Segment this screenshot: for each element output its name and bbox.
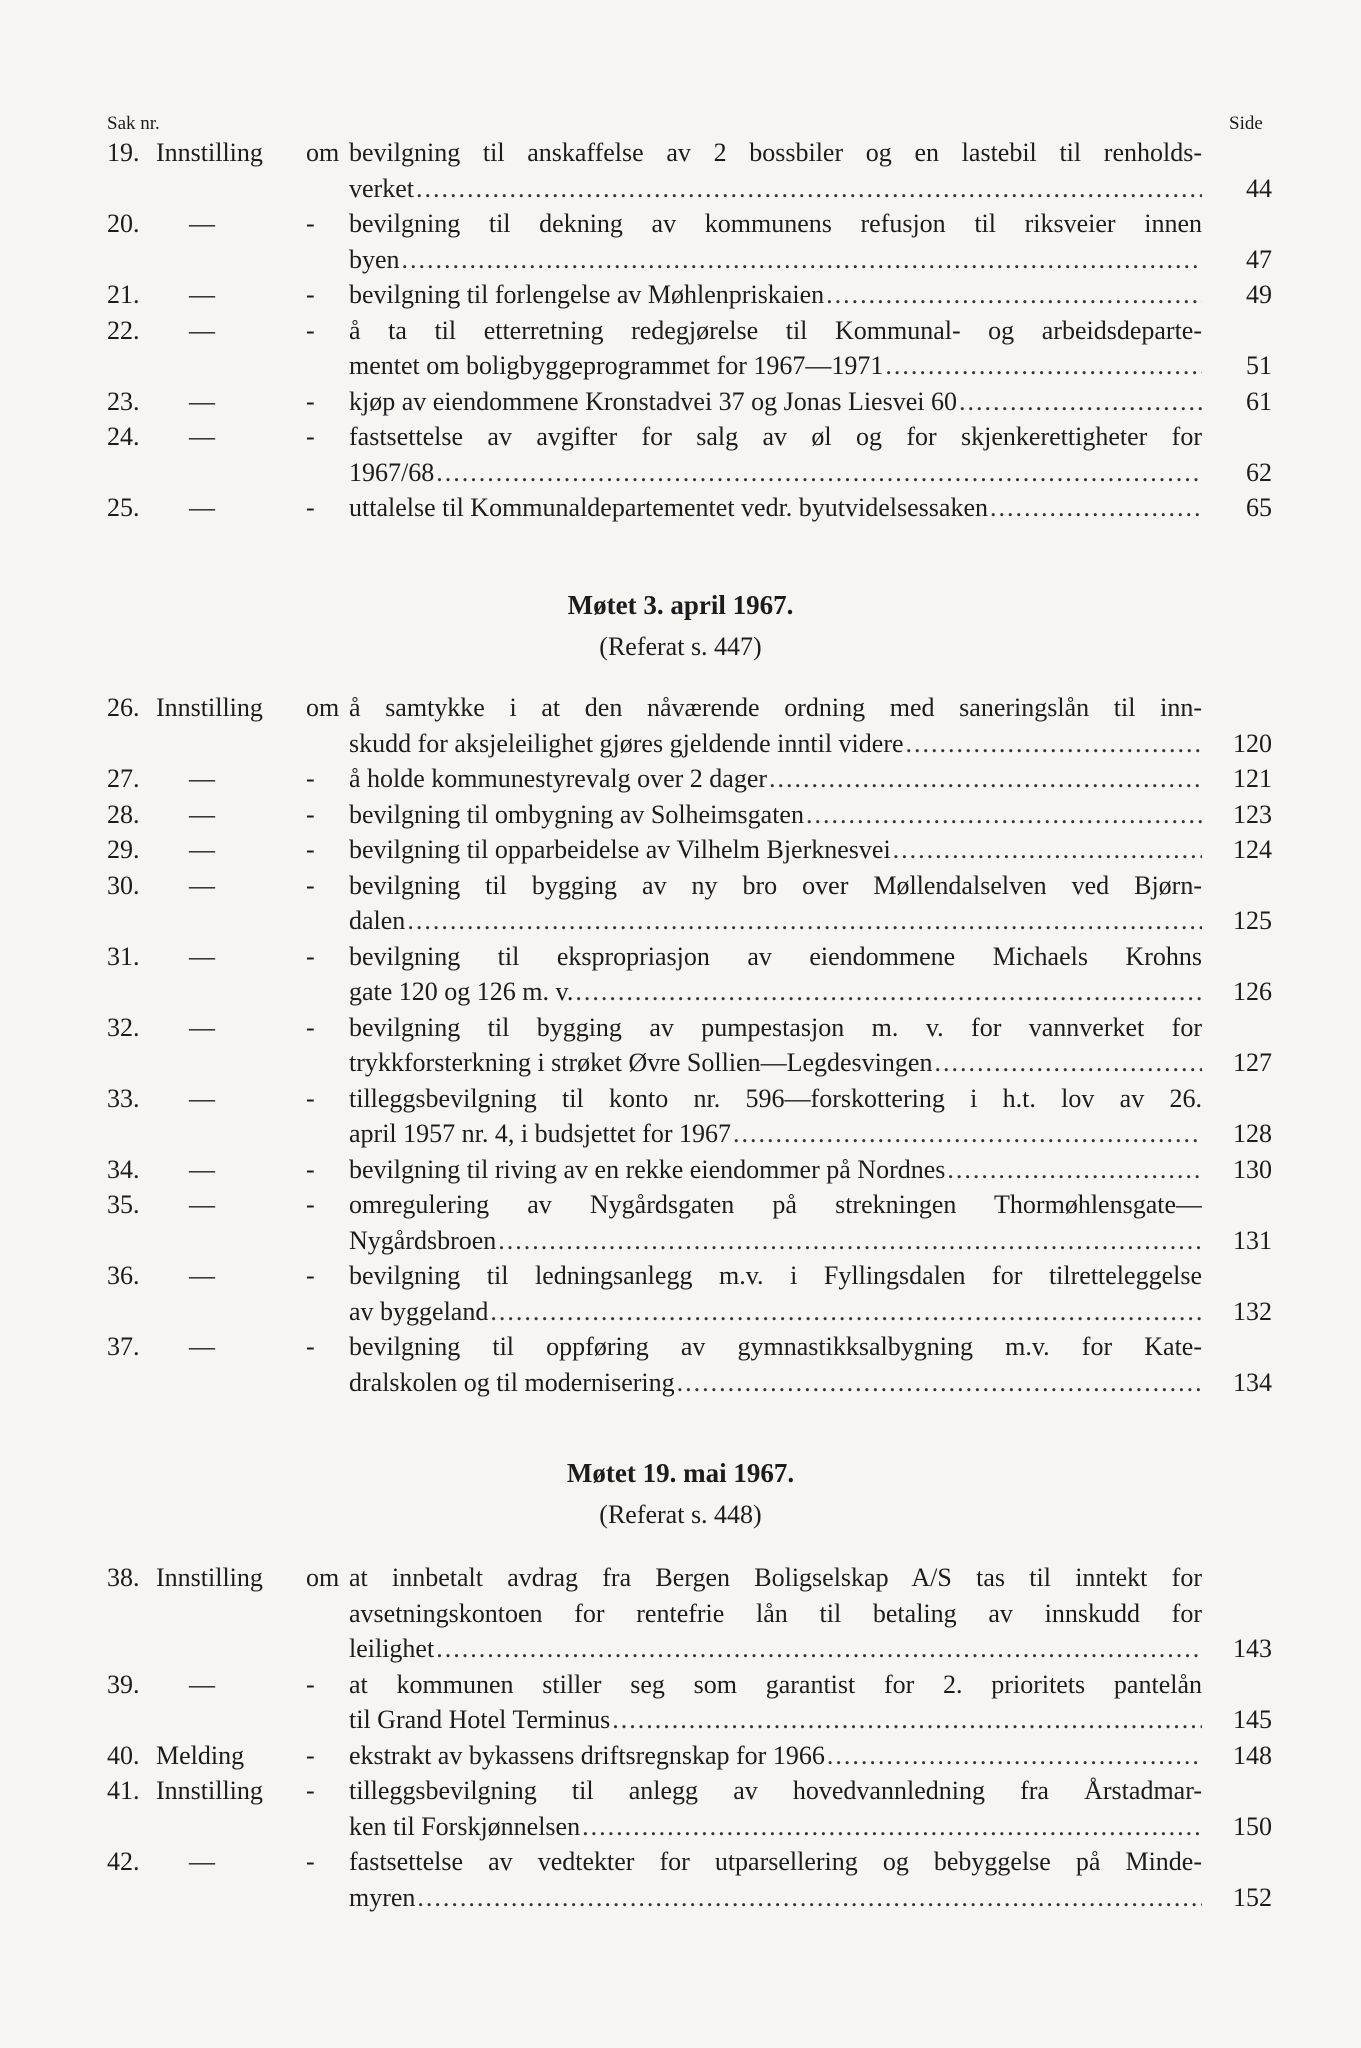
page-number [1202, 277, 1272, 313]
entry-text-line [349, 1116, 1202, 1152]
page-number [1202, 1773, 1272, 1844]
dot-leader [767, 761, 1202, 797]
entry-text-line [349, 242, 1202, 278]
entry-text-line [349, 1294, 1202, 1330]
entry-text [349, 868, 1202, 939]
entry-text-last: bevilgning til riving av en rekke eiendommer på Nordnes [349, 1154, 946, 1184]
entry-text-line: fastsettelse av vedtekter for utparsellering og bebyggelse på Minde- [349, 1847, 1202, 1876]
entry-number: 24. [107, 422, 140, 451]
page-number [1202, 1258, 1272, 1329]
dot-leader [405, 903, 1202, 939]
entry-text-line: å ta til etterretning redegjørelse til Kommunal- og arbeidsdeparte- [349, 315, 1202, 345]
entry-text-last: bevilgning til opparbeidelse av Vilhelm Bjerknesvei [349, 835, 891, 864]
page-number-value: 143 [1233, 1634, 1272, 1663]
header-side: Side [1229, 113, 1263, 134]
toc-entry [107, 1258, 1272, 1329]
page-number-value: 125 [1233, 906, 1272, 935]
entry-type: — [189, 1154, 215, 1184]
dot-leader [488, 1294, 1202, 1330]
entry-text-last: kjøp av eiendommene Kronstadvei 37 og Jonas Liesvei 60 [349, 386, 957, 416]
entry-text-line [349, 761, 1202, 797]
entry-text-last: byen [349, 244, 400, 274]
entry-number: 35. [107, 1190, 140, 1219]
entry-number: 32. [107, 1012, 140, 1042]
entry-text-last: april 1957 nr. 4, i budsjettet for 1967 [349, 1119, 732, 1148]
entry-text [349, 939, 1202, 1010]
entry-number: 26. [107, 693, 140, 722]
entry-text [349, 313, 1202, 384]
page-number-spacer [1202, 419, 1272, 455]
entry-type: Innstilling [156, 693, 263, 722]
dot-leader [675, 1365, 1202, 1401]
entry-text-last: gate 120 og 126 m. v. [349, 977, 574, 1006]
entry-text-line: fastsettelse av avgifter for salg av øl og for skjenkerettigheter for [349, 422, 1202, 451]
entry-text-last: myren [349, 1882, 416, 1912]
page-number-value: 134 [1233, 1367, 1272, 1397]
page-number-spacer [1202, 1187, 1272, 1223]
toc-entry [107, 313, 1272, 384]
entry-type: — [189, 1261, 215, 1290]
page-number-spacer [1202, 1596, 1272, 1632]
page-number-value: 47 [1246, 244, 1272, 274]
entry-type: — [189, 764, 215, 793]
page-number-value: 123 [1233, 799, 1272, 829]
page-number [1202, 1738, 1272, 1774]
page-number-spacer [1202, 1773, 1272, 1809]
entry-text-line: bevilgning til bygging av pumpestasjon m. v. for vannverket for [349, 1012, 1202, 1042]
meeting-referat-mai: (Referat s. 448) [599, 1500, 762, 1529]
entry-text-last: trykkforsterkning i strøket Øvre Sollien—Legdesvingen [349, 1048, 933, 1077]
entry-prefix: - [306, 835, 315, 864]
entry-prefix: - [306, 1847, 315, 1876]
entry-text-line: bevilgning til dekning av kommunens refusjon til riksveier innen [349, 209, 1202, 238]
entry-text-line [349, 171, 1202, 207]
entry-text-line: å samtykke i at den nåværende ordning med saneringslån til inn- [349, 693, 1202, 722]
entry-text [349, 1010, 1202, 1081]
page-number-value: 145 [1233, 1705, 1272, 1734]
page-number [1202, 1081, 1272, 1152]
entry-text-last: skudd for aksjeleilighet gjøres gjeldende inntil videre [349, 728, 904, 758]
entry-text-last: Nygårdsbroen [349, 1225, 497, 1255]
dot-leader [434, 455, 1202, 491]
entry-type: — [189, 835, 215, 864]
dot-leader [580, 1809, 1202, 1845]
entry-text-line: bevilgning til oppføring av gymnastikksalbygning m.v. for Kate- [349, 1332, 1202, 1361]
entry-prefix: - [306, 1190, 315, 1219]
entry-number: 29. [107, 835, 140, 864]
page-number [1202, 1010, 1272, 1081]
entry-text-last: 1967/68 [349, 457, 435, 487]
entry-type: — [189, 386, 215, 416]
entry-text-line: at kommunen stiller seg som garantist for 2. prioritets pantelån [349, 1669, 1202, 1699]
entry-text-line: omregulering av Nygårdsgaten på strekningen Thormøhlensgate— [349, 1190, 1202, 1219]
entry-text-last: å holde kommunestyrevalg over 2 dager [349, 764, 768, 793]
entry-text-line: avsetningskontoen for rentefrie lån til betaling av innskudd for [349, 1598, 1202, 1628]
entry-number: 37. [107, 1332, 140, 1361]
entry-number: 39. [107, 1669, 140, 1699]
dot-leader [957, 384, 1202, 420]
page-number-spacer [1202, 868, 1272, 904]
dot-leader [573, 974, 1202, 1010]
toc-entry [107, 1187, 1272, 1258]
page-number [1202, 1187, 1272, 1258]
entry-prefix: om [306, 138, 340, 167]
entry-type: — [189, 1332, 215, 1361]
entry-text-last: til Grand Hotel Terminus [349, 1705, 611, 1734]
entry-text [349, 419, 1202, 490]
entry-prefix: om [306, 693, 340, 722]
entry-text-line: bevilgning til ledningsanlegg m.v. i Fyllingsdalen for tilretteleggelse [349, 1261, 1202, 1290]
entry-text [349, 206, 1202, 277]
entry-text [349, 490, 1202, 526]
entry-number: 19. [107, 138, 140, 167]
meeting-heading-mai: Møtet 19. mai 1967. [566, 1458, 795, 1488]
entry-text [349, 761, 1202, 797]
entry-text-line: bevilgning til anskaffelse av 2 bossbiler og en lastebil til renholds- [349, 138, 1202, 167]
entry-text-line [349, 1631, 1202, 1667]
entry-type: — [189, 1012, 215, 1042]
entry-type: Innstilling [156, 1563, 263, 1592]
entry-number: 33. [107, 1083, 140, 1113]
entry-type: — [189, 870, 215, 900]
toc-entry [107, 1773, 1272, 1844]
entry-text-line: bevilgning til ekspropriasjon av eiendommene Michaels Krohns [349, 941, 1202, 971]
meeting-heading-april: Møtet 3. april 1967. [567, 590, 794, 620]
dot-leader [825, 1738, 1202, 1774]
toc-entry [107, 277, 1272, 313]
entry-type: — [189, 1083, 215, 1113]
entry-text [349, 1329, 1202, 1400]
toc-entry [107, 797, 1272, 833]
entry-type: Melding [156, 1740, 245, 1770]
entry-text-line: bevilgning til bygging av ny bro over Møllendalselven ved Bjørn- [349, 870, 1202, 900]
entry-text [349, 1773, 1202, 1844]
entry-text-last: uttalelse til Kommunaldepartementet vedr. byutvidelsessaken [349, 493, 988, 522]
page-number-value: 65 [1246, 493, 1272, 522]
entry-text [349, 690, 1202, 761]
entry-text [349, 1560, 1202, 1667]
page-number-value: 124 [1233, 835, 1272, 864]
toc-entry [107, 206, 1272, 277]
entry-number: 23. [107, 386, 140, 416]
toc-entry [107, 832, 1272, 868]
page-number-spacer [1202, 1081, 1272, 1117]
section-entries-1 [107, 135, 1272, 526]
entry-prefix: - [306, 941, 315, 971]
page-number-spacer [1202, 1010, 1272, 1046]
toc-entry [107, 1738, 1272, 1774]
entry-prefix: om [306, 1563, 340, 1592]
page-number-spacer [1202, 206, 1272, 242]
dot-leader [883, 348, 1202, 384]
entry-prefix: - [306, 1740, 315, 1770]
entry-prefix: - [306, 386, 315, 416]
entry-text [349, 832, 1202, 868]
entry-number: 28. [107, 799, 140, 829]
section-entries-april [107, 690, 1272, 1400]
dot-leader [932, 1045, 1202, 1081]
entry-type: — [189, 209, 215, 238]
entry-number: 40. [107, 1740, 140, 1770]
page-number [1202, 761, 1272, 797]
page-number [1202, 1667, 1272, 1738]
toc-entry [107, 1844, 1272, 1915]
page-number-value: 49 [1246, 280, 1272, 309]
entry-prefix: - [306, 1669, 315, 1699]
entry-number: 22. [107, 315, 140, 345]
page-number [1202, 135, 1272, 206]
entry-prefix: - [306, 422, 315, 451]
entry-text-line [349, 797, 1202, 833]
entry-text-line [349, 455, 1202, 491]
page-number-spacer [1202, 690, 1272, 726]
entry-text [349, 1187, 1202, 1258]
entry-number: 25. [107, 493, 140, 522]
toc-entry [107, 135, 1272, 206]
entry-text-line [349, 832, 1202, 868]
entry-prefix: - [306, 1083, 315, 1113]
entry-type: Innstilling [156, 138, 263, 167]
entry-text [349, 1081, 1202, 1152]
dot-leader [988, 490, 1202, 526]
entry-prefix: - [306, 764, 315, 793]
entry-number: 41. [107, 1776, 140, 1805]
entry-prefix: - [306, 799, 315, 829]
entry-number: 20. [107, 209, 140, 238]
dot-leader [891, 832, 1202, 868]
entry-number: 30. [107, 870, 140, 900]
toc-entry [107, 490, 1272, 526]
page-number-spacer [1202, 313, 1272, 349]
section-entries-mai [107, 1560, 1272, 1915]
page-number-spacer [1202, 1329, 1272, 1365]
entry-type: — [189, 941, 215, 971]
entry-type: — [189, 1669, 215, 1699]
entry-text-line [349, 1045, 1202, 1081]
entry-number: 36. [107, 1261, 140, 1290]
page-number [1202, 1329, 1272, 1400]
toc-entry [107, 1329, 1272, 1400]
page-number-spacer [1202, 1258, 1272, 1294]
entry-text-line [349, 490, 1202, 526]
toc-entry [107, 1667, 1272, 1738]
header-sak-nr: Sak nr. [107, 113, 160, 134]
page-number-spacer [1202, 939, 1272, 975]
page-number-spacer [1202, 1667, 1272, 1703]
entry-prefix: - [306, 1332, 315, 1361]
entry-prefix: - [306, 493, 315, 522]
page-number-value: 152 [1233, 1882, 1272, 1912]
entry-text-line [349, 726, 1202, 762]
dot-leader [804, 797, 1202, 833]
entry-text [349, 277, 1202, 313]
page-number-value: 132 [1233, 1296, 1272, 1326]
toc-entry [107, 1081, 1272, 1152]
entry-text-line [349, 1702, 1202, 1738]
entry-text [349, 1844, 1202, 1915]
entry-type: — [189, 1190, 215, 1219]
page-number-value: 150 [1233, 1811, 1272, 1841]
page-number-value: 62 [1246, 457, 1272, 487]
entry-prefix: - [306, 1154, 315, 1184]
entry-type: Innstilling [156, 1776, 263, 1805]
entry-text [349, 797, 1202, 833]
dot-leader [415, 1880, 1202, 1916]
dot-leader [904, 726, 1202, 762]
page-number [1202, 419, 1272, 490]
page-number [1202, 1844, 1272, 1915]
entry-prefix: - [306, 1261, 315, 1290]
dot-leader [434, 1631, 1202, 1667]
page-number [1202, 868, 1272, 939]
entry-text-line [349, 277, 1202, 313]
entry-text-last: ken til Forskjønnelsen [349, 1811, 581, 1841]
page-number [1202, 313, 1272, 384]
page-number-value: 51 [1246, 351, 1272, 380]
dot-leader [414, 171, 1202, 207]
page-number [1202, 797, 1272, 833]
page-number [1202, 206, 1272, 277]
entry-text-line [349, 974, 1202, 1010]
dot-leader [945, 1152, 1202, 1188]
toc-entry [107, 690, 1272, 761]
entry-text-line: at innbetalt avdrag fra Bergen Boligselskap A/S tas til inntekt for [349, 1563, 1202, 1592]
entry-number: 38. [107, 1563, 140, 1592]
entry-text-line: tilleggsbevilgning til konto nr. 596—forskottering i h.t. lov av 26. [349, 1083, 1202, 1113]
entry-text-line [349, 384, 1202, 420]
entry-type: — [189, 1847, 215, 1876]
page-number-value: 128 [1233, 1119, 1272, 1148]
toc-entry [107, 939, 1272, 1010]
dot-leader [824, 277, 1202, 313]
toc-entry [107, 1560, 1272, 1667]
page-number-value: 126 [1233, 977, 1272, 1006]
entry-text-line [349, 1880, 1202, 1916]
entry-text-last: ekstrakt av bykassens driftsregnskap for 1966 [349, 1740, 825, 1770]
entry-number: 42. [107, 1847, 140, 1876]
entry-text-line [349, 1223, 1202, 1259]
page-number [1202, 939, 1272, 1010]
dot-leader [731, 1116, 1202, 1152]
entry-text-line: tilleggsbevilgning til anlegg av hovedvannledning fra Årstadmar- [349, 1776, 1202, 1805]
page-number-value: 121 [1233, 764, 1272, 793]
entry-text [349, 1738, 1202, 1774]
page-number [1202, 832, 1272, 868]
entry-text-last: av byggeland [349, 1296, 489, 1326]
dot-leader [496, 1223, 1202, 1259]
page-number [1202, 1152, 1272, 1188]
page-number [1202, 490, 1272, 526]
entry-prefix: - [306, 1776, 315, 1805]
entry-text-last: verket [349, 173, 414, 203]
entry-number: 31. [107, 941, 140, 971]
page-number-value: 61 [1246, 386, 1272, 416]
toc-entry [107, 384, 1272, 420]
page-number-spacer [1202, 1844, 1272, 1880]
entry-text [349, 384, 1202, 420]
entry-text-last: bevilgning til ombygning av Solheimsgaten [349, 799, 804, 829]
entry-number: 27. [107, 764, 140, 793]
toc-entry [107, 1010, 1272, 1081]
page-number [1202, 1560, 1272, 1667]
page-number-value: 120 [1233, 728, 1272, 758]
entry-text-last: mentet om boligbyggeprogrammet for 1967—1971 [349, 351, 884, 380]
entry-prefix: - [306, 280, 315, 309]
entry-text [349, 135, 1202, 206]
toc-entry [107, 419, 1272, 490]
entry-text-line [349, 1738, 1202, 1774]
entry-text-last: bevilgning til forlengelse av Møhlenpriskaien [349, 280, 825, 309]
entry-prefix: - [306, 1012, 315, 1042]
entry-text-line [349, 1809, 1202, 1845]
meeting-referat-april: (Referat s. 447) [599, 632, 762, 661]
entry-text-line [349, 1365, 1202, 1401]
entry-type: — [189, 280, 215, 309]
entry-type: — [189, 315, 215, 345]
page-number [1202, 690, 1272, 761]
dot-leader [610, 1702, 1202, 1738]
entry-prefix: - [306, 315, 315, 345]
page-number-spacer [1202, 135, 1272, 171]
entry-type: — [189, 799, 215, 829]
entry-text-last: leilighet [349, 1634, 435, 1663]
entry-prefix: - [306, 209, 315, 238]
page-number-value: 148 [1233, 1740, 1272, 1770]
entry-text-line [349, 903, 1202, 939]
entry-text-line [349, 348, 1202, 384]
entry-text-last: dalen [349, 906, 406, 935]
page-number-value: 127 [1233, 1048, 1272, 1077]
toc-entry [107, 1152, 1272, 1188]
entry-type: — [189, 422, 215, 451]
entry-text [349, 1258, 1202, 1329]
entry-text-line [349, 1152, 1202, 1188]
entry-text [349, 1152, 1202, 1188]
dot-leader [400, 242, 1202, 278]
entry-prefix: - [306, 870, 315, 900]
entry-text [349, 1667, 1202, 1738]
entry-type: — [189, 493, 215, 522]
entry-number: 21. [107, 280, 140, 309]
page-number-spacer [1202, 1560, 1272, 1596]
entry-text-last: dralskolen og til modernisering [349, 1367, 675, 1397]
page-number [1202, 384, 1272, 420]
page-number-value: 44 [1246, 173, 1272, 203]
page-number-value: 131 [1233, 1225, 1272, 1255]
toc-entry [107, 761, 1272, 797]
entry-number: 34. [107, 1154, 140, 1184]
toc-entry [107, 868, 1272, 939]
page-number-value: 130 [1233, 1154, 1272, 1184]
